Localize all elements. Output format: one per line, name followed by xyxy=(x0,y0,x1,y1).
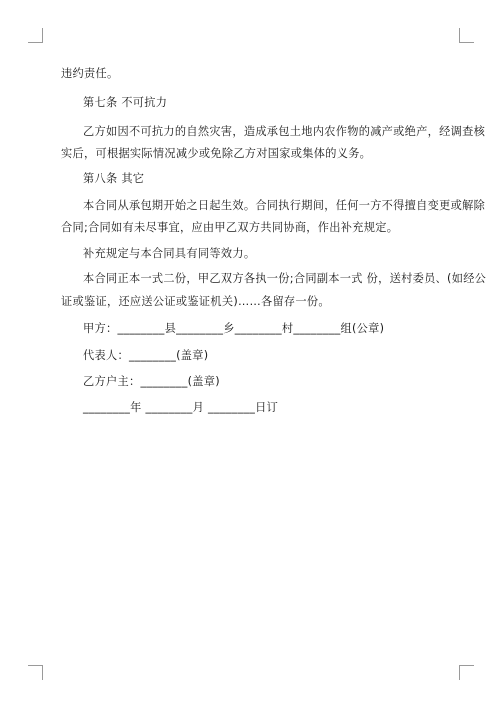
crop-mark-bottom-right xyxy=(459,665,474,680)
text-line-copies-2: 证或鉴证，还应送公证或鉴证机关)……各留存一份。 xyxy=(61,295,330,308)
signature-party-b: 乙方户主：________(盖章) xyxy=(83,375,220,388)
signature-representative: 代表人：________(盖章) xyxy=(83,349,209,362)
signature-party-a: 甲方：________县________乡________村________组(公章) xyxy=(83,322,385,335)
crop-mark-bottom-left xyxy=(28,665,43,680)
text-line-force-majeure-2: 实后，可根据实际情况减少或免除乙方对国家或集体的义务。 xyxy=(61,147,372,160)
text-line-supplement: 补充规定与本合同具有同等效力。 xyxy=(83,247,256,260)
text-line-other-1: 本合同从承包期开始之日起生效。合同执行期间，任何一方不得擅自变更或解除 xyxy=(83,199,486,212)
heading-article-7: 第七条 不可抗力 xyxy=(83,96,168,109)
crop-mark-top-left xyxy=(28,28,43,43)
signature-date: ________年 ________月 ________日订 xyxy=(83,401,279,414)
text-line-copies-1: 本合同正本一式二份，甲乙双方各执一份;合同副本一式 份，送村委员、(如经公 xyxy=(83,272,487,285)
heading-article-8: 第八条 其它 xyxy=(83,172,145,185)
text-line-other-2: 合同;合同如有未尽事宜，应由甲乙双方共同协商，作出补充规定。 xyxy=(61,221,399,234)
text-line-liability: 违约责任。 xyxy=(61,67,119,80)
crop-mark-top-right xyxy=(459,28,474,43)
text-line-force-majeure-1: 乙方如因不可抗力的自然灾害，造成承包土地内农作物的减产或绝产，经调查核 xyxy=(83,125,486,138)
